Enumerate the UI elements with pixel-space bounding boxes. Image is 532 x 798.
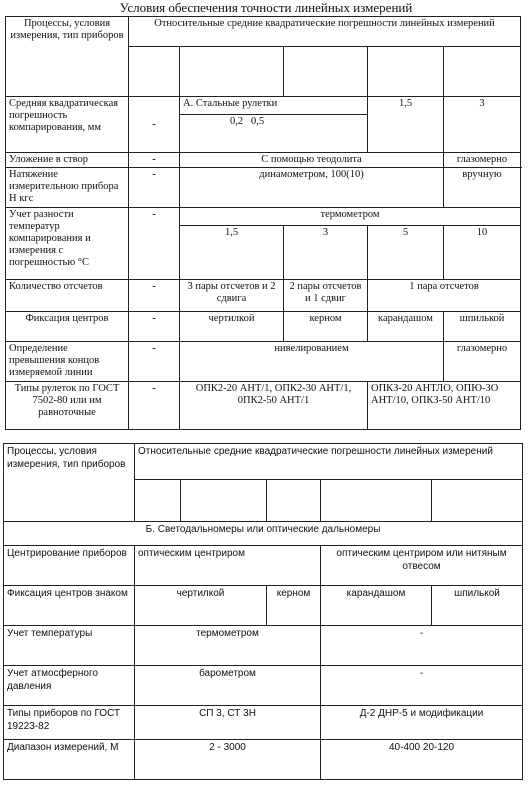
dash-cell: - bbox=[129, 208, 180, 280]
header-left: Процессы, условия измерения, тип приборов bbox=[4, 444, 135, 522]
blank-cell bbox=[180, 47, 284, 97]
table-rangefinders bbox=[3, 443, 523, 780]
value-cell: Д-2 ДНР-5 и модификации bbox=[321, 706, 523, 740]
value-cell: термометром bbox=[135, 626, 321, 666]
value-cell: термометром bbox=[180, 208, 521, 226]
value-cell: 2 пары отсчетов и 1 сдвиг bbox=[284, 280, 368, 312]
value-cell: 10 bbox=[444, 226, 521, 280]
dash-cell: - bbox=[129, 168, 180, 208]
dash-cell: - bbox=[129, 153, 180, 168]
row-label-fiks: Фиксация центров знаком bbox=[4, 586, 135, 626]
value-cell: - bbox=[321, 626, 523, 666]
blank-cell bbox=[129, 47, 180, 97]
value-cell: шпилькой bbox=[444, 312, 521, 342]
row-label-tipy-priborov: Типы приборов по ГОСТ 19223-82 bbox=[4, 706, 135, 740]
value-cell: 1,5 bbox=[368, 97, 444, 153]
value-cell: 3 bbox=[444, 97, 521, 153]
row-label-fiksaciya: Фиксация центров bbox=[6, 312, 129, 342]
value-cell: барометром bbox=[135, 666, 321, 706]
value-cell: 1 пара отсчетов bbox=[368, 280, 521, 312]
blank-cell bbox=[181, 480, 267, 522]
header-left: Процессы, условия измерения, тип приборов bbox=[6, 17, 129, 97]
value-cell: вручную bbox=[444, 168, 521, 208]
value-cell: оптическим центриром или нитяным отвесом bbox=[321, 546, 523, 586]
value-cell: карандашом bbox=[321, 586, 432, 626]
value-cell: СП 3, СТ 3Н bbox=[135, 706, 321, 740]
value-cell: С помощью теодолита bbox=[180, 153, 444, 168]
blank-cell bbox=[267, 480, 321, 522]
value-cell: чертилкой bbox=[180, 312, 284, 342]
row-label-opredelenie: Определение превышения концов измеряемой линии bbox=[6, 342, 129, 382]
value-cell: 3 bbox=[284, 226, 368, 280]
value-cell: керном bbox=[267, 586, 321, 626]
value-cell: 1,5 bbox=[180, 226, 284, 280]
blank-cell bbox=[284, 47, 368, 97]
dash-cell: - bbox=[129, 280, 180, 312]
value-pair-cell bbox=[180, 115, 368, 153]
row-label-atm: Учет атмосферного давления bbox=[4, 666, 135, 706]
row-label-centr: Центрирование приборов bbox=[4, 546, 135, 586]
value-cell: шпилькой bbox=[432, 586, 523, 626]
blank-cell bbox=[135, 480, 181, 522]
value-cell: - bbox=[321, 666, 523, 706]
value-cell: нивелированием bbox=[180, 342, 444, 382]
row-label-ulozhenie: Уложение в створ bbox=[6, 153, 129, 168]
table-steel-tapes bbox=[5, 16, 521, 430]
header-right: Относительные средние квадратические погрешности линейных измерений bbox=[135, 444, 523, 480]
row-label-temp: Учет температуры bbox=[4, 626, 135, 666]
value-cell: глазомерно bbox=[444, 153, 521, 168]
blank-cell bbox=[432, 480, 523, 522]
value-cell: динамометром, 100(10) bbox=[180, 168, 444, 208]
section-b-title: Б. Светодальномеры или оптические дальномеры bbox=[4, 522, 523, 546]
value-cell: оптическим центриром bbox=[135, 546, 321, 586]
value-cell: 3 пары отсчетов и 2 сдвига bbox=[180, 280, 284, 312]
value-cell: ОПКЗ-20 АНТЛО, ОПЮ-ЗО АНТ/10, ОПКЗ-50 АНТ/10 bbox=[368, 382, 521, 430]
value-cell: карандашом bbox=[368, 312, 444, 342]
row-label-kolichestvo: Количество отсчетов bbox=[6, 280, 129, 312]
value-cell: чертилкой bbox=[135, 586, 267, 626]
row-label-tipy: Типы рулеток по ГОСТ 7502-80 или им равноточные bbox=[6, 382, 129, 430]
dash-cell: - bbox=[129, 97, 180, 153]
row-label-uchet: Учет разности температур компарирования и измерения с погрешностью °С bbox=[6, 208, 129, 280]
row-label-diap: Диапазон измерений, М bbox=[4, 740, 135, 780]
blank-cell bbox=[368, 47, 444, 97]
value-cell: глазомерно bbox=[444, 342, 521, 382]
blank-cell bbox=[444, 47, 521, 97]
value-cell: ОПК2-20 АНТ/1, ОПК2-30 АНТ/1, 0ПК2-50 АНТ/1 bbox=[180, 382, 368, 430]
document-title: Условия обеспечения точности линейных измерений bbox=[119, 0, 413, 15]
value-text: 0,2 bbox=[230, 116, 244, 127]
blank-cell bbox=[321, 480, 432, 522]
section-a-title: А. Стальные рулетки bbox=[180, 97, 368, 115]
value-text: 0,5 bbox=[251, 116, 265, 127]
dash-cell: - bbox=[129, 312, 180, 342]
row-label-srednyaya: Средняя квадратическая погрешность компарирования, мм bbox=[6, 97, 129, 153]
dash-cell: - bbox=[129, 342, 180, 382]
dash-cell: - bbox=[129, 382, 180, 430]
row-label-natyazhenie: Натяжение измерительною прибора Н кгс bbox=[6, 168, 129, 208]
value-cell: 2 - 3000 bbox=[135, 740, 321, 780]
value-cell: 40-400 20-120 bbox=[321, 740, 523, 780]
header-right: Относительные средние квадратические погрешности линейных измерений bbox=[129, 17, 521, 47]
value-cell: керном bbox=[284, 312, 368, 342]
value-cell: 5 bbox=[368, 226, 444, 280]
